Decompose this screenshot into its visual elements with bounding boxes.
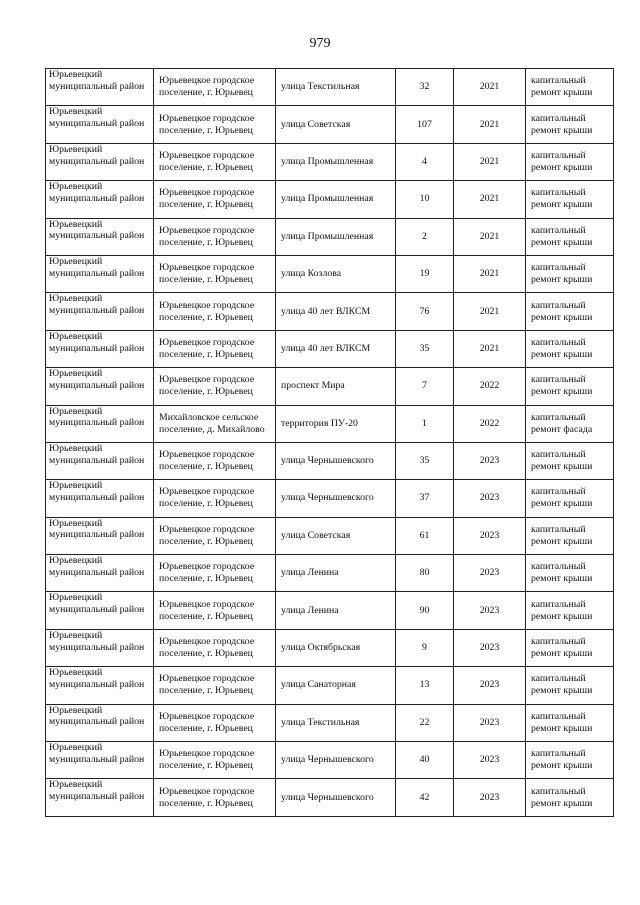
settlement-cell: Юрьевецкое городское поселение, г. Юрьевец [154, 368, 276, 405]
table-row [46, 592, 614, 629]
table-row [46, 368, 614, 405]
street-cell: улица Чернышевского [276, 480, 396, 517]
work-type-cell: капитальный ремонт крыши [526, 629, 614, 666]
work-type-cell: капитальный ремонт крыши [526, 742, 614, 779]
street-cell: улица Чернышевского [276, 742, 396, 779]
street-cell: улица Промышленная [276, 143, 396, 180]
year-cell: 2023 [454, 704, 526, 741]
work-type-cell: капитальный ремонт крыши [526, 368, 614, 405]
street-cell: улица Текстильная [276, 69, 396, 106]
house-number-cell: 22 [396, 704, 454, 741]
settlement-cell: Юрьевецкое городское поселение, г. Юрьевец [154, 629, 276, 666]
house-number-cell: 76 [396, 293, 454, 330]
table-body [46, 69, 614, 817]
settlement-cell: Юрьевецкое городское поселение, г. Юрьевец [154, 181, 276, 218]
settlement-cell: Юрьевецкое городское поселение, г. Юрьевец [154, 293, 276, 330]
house-number-cell: 35 [396, 330, 454, 367]
table-row [46, 742, 614, 779]
work-type-cell: капитальный ремонт крыши [526, 555, 614, 592]
year-cell: 2021 [454, 330, 526, 367]
district-cell: Юрьевецкий муниципальный район [46, 779, 154, 816]
house-number-cell: 61 [396, 517, 454, 554]
house-number-cell: 7 [396, 368, 454, 405]
year-cell: 2021 [454, 106, 526, 143]
settlement-cell: Юрьевецкое городское поселение, г. Юрьевец [154, 517, 276, 554]
house-number-cell: 1 [396, 405, 454, 442]
district-cell: Юрьевецкий муниципальный район [46, 368, 154, 405]
house-number-cell: 19 [396, 255, 454, 292]
year-cell: 2023 [454, 667, 526, 704]
work-type-cell: капитальный ремонт крыши [526, 442, 614, 479]
work-type-cell: капитальный ремонт крыши [526, 255, 614, 292]
district-cell: Юрьевецкий муниципальный район [46, 442, 154, 479]
district-cell: Юрьевецкий муниципальный район [46, 555, 154, 592]
settlement-cell: Юрьевецкое городское поселение, г. Юрьевец [154, 667, 276, 704]
district-cell: Юрьевецкий муниципальный район [46, 69, 154, 106]
work-type-cell: капитальный ремонт крыши [526, 181, 614, 218]
district-cell: Юрьевецкий муниципальный район [46, 480, 154, 517]
settlement-cell: Юрьевецкое городское поселение, г. Юрьевец [154, 592, 276, 629]
work-type-cell: капитальный ремонт крыши [526, 667, 614, 704]
table-row [46, 779, 614, 816]
work-type-cell: капитальный ремонт крыши [526, 69, 614, 106]
street-cell: проспект Мира [276, 368, 396, 405]
year-cell: 2023 [454, 555, 526, 592]
district-cell: Юрьевецкий муниципальный район [46, 293, 154, 330]
table-row [46, 181, 614, 218]
house-number-cell: 4 [396, 143, 454, 180]
settlement-cell: Юрьевецкое городское поселение, г. Юрьевец [154, 704, 276, 741]
street-cell: улица Чернышевского [276, 779, 396, 816]
district-cell: Юрьевецкий муниципальный район [46, 218, 154, 255]
street-cell: улица Чернышевского [276, 442, 396, 479]
district-cell: Юрьевецкий муниципальный район [46, 629, 154, 666]
table-row [46, 293, 614, 330]
work-type-cell: капитальный ремонт крыши [526, 704, 614, 741]
table-row [46, 667, 614, 704]
street-cell: улица Советская [276, 106, 396, 143]
table-row [46, 480, 614, 517]
house-number-cell: 10 [396, 181, 454, 218]
year-cell: 2023 [454, 442, 526, 479]
year-cell: 2022 [454, 368, 526, 405]
settlement-cell: Михайловское сельское поселение, д. Михайлово [154, 405, 276, 442]
district-cell: Юрьевецкий муниципальный район [46, 592, 154, 629]
work-type-cell: капитальный ремонт крыши [526, 592, 614, 629]
year-cell: 2023 [454, 742, 526, 779]
work-type-cell: капитальный ремонт крыши [526, 480, 614, 517]
table-row [46, 555, 614, 592]
house-number-cell: 42 [396, 779, 454, 816]
house-number-cell: 35 [396, 442, 454, 479]
work-type-cell: капитальный ремонт крыши [526, 143, 614, 180]
table-row [46, 69, 614, 106]
year-cell: 2021 [454, 181, 526, 218]
district-cell: Юрьевецкий муниципальный район [46, 330, 154, 367]
work-type-cell: капитальный ремонт крыши [526, 517, 614, 554]
district-cell: Юрьевецкий муниципальный район [46, 106, 154, 143]
district-cell: Юрьевецкий муниципальный район [46, 143, 154, 180]
house-number-cell: 37 [396, 480, 454, 517]
year-cell: 2022 [454, 405, 526, 442]
table-row [46, 218, 614, 255]
settlement-cell: Юрьевецкое городское поселение, г. Юрьевец [154, 779, 276, 816]
settlement-cell: Юрьевецкое городское поселение, г. Юрьевец [154, 442, 276, 479]
settlement-cell: Юрьевецкое городское поселение, г. Юрьевец [154, 330, 276, 367]
table-row [46, 517, 614, 554]
year-cell: 2023 [454, 517, 526, 554]
table-row [46, 106, 614, 143]
house-number-cell: 13 [396, 667, 454, 704]
settlement-cell: Юрьевецкое городское поселение, г. Юрьевец [154, 255, 276, 292]
work-type-cell: капитальный ремонт фасада [526, 405, 614, 442]
house-number-cell: 40 [396, 742, 454, 779]
street-cell: улица Советская [276, 517, 396, 554]
repair-registry-table [45, 68, 614, 817]
street-cell: улица Ленина [276, 555, 396, 592]
house-number-cell: 2 [396, 218, 454, 255]
table-row [46, 255, 614, 292]
page-number: 979 [309, 36, 331, 51]
street-cell: улица Санаторная [276, 667, 396, 704]
street-cell: улица Козлова [276, 255, 396, 292]
work-type-cell: капитальный ремонт крыши [526, 293, 614, 330]
street-cell: улица Октябрьская [276, 629, 396, 666]
house-number-cell: 80 [396, 555, 454, 592]
settlement-cell: Юрьевецкое городское поселение, г. Юрьевец [154, 143, 276, 180]
district-cell: Юрьевецкий муниципальный район [46, 181, 154, 218]
table-row [46, 442, 614, 479]
street-cell: улица Промышленная [276, 181, 396, 218]
street-cell: улица 40 лет ВЛКСМ [276, 330, 396, 367]
settlement-cell: Юрьевецкое городское поселение, г. Юрьевец [154, 218, 276, 255]
district-cell: Юрьевецкий муниципальный район [46, 742, 154, 779]
year-cell: 2021 [454, 255, 526, 292]
settlement-cell: Юрьевецкое городское поселение, г. Юрьевец [154, 555, 276, 592]
street-cell: улица 40 лет ВЛКСМ [276, 293, 396, 330]
district-cell: Юрьевецкий муниципальный район [46, 704, 154, 741]
table-row [46, 143, 614, 180]
year-cell: 2021 [454, 69, 526, 106]
settlement-cell: Юрьевецкое городское поселение, г. Юрьевец [154, 106, 276, 143]
year-cell: 2021 [454, 293, 526, 330]
table-row [46, 330, 614, 367]
settlement-cell: Юрьевецкое городское поселение, г. Юрьевец [154, 69, 276, 106]
district-cell: Юрьевецкий муниципальный район [46, 517, 154, 554]
work-type-cell: капитальный ремонт крыши [526, 218, 614, 255]
settlement-cell: Юрьевецкое городское поселение, г. Юрьевец [154, 480, 276, 517]
year-cell: 2023 [454, 480, 526, 517]
street-cell: улица Ленина [276, 592, 396, 629]
year-cell: 2021 [454, 143, 526, 180]
work-type-cell: капитальный ремонт крыши [526, 330, 614, 367]
year-cell: 2023 [454, 779, 526, 816]
settlement-cell: Юрьевецкое городское поселение, г. Юрьевец [154, 742, 276, 779]
street-cell: улица Текстильная [276, 704, 396, 741]
table-row [46, 629, 614, 666]
district-cell: Юрьевецкий муниципальный район [46, 255, 154, 292]
street-cell: улица Промышленная [276, 218, 396, 255]
table-row [46, 704, 614, 741]
district-cell: Юрьевецкий муниципальный район [46, 667, 154, 704]
district-cell: Юрьевецкий муниципальный район [46, 405, 154, 442]
house-number-cell: 32 [396, 69, 454, 106]
year-cell: 2023 [454, 629, 526, 666]
year-cell: 2021 [454, 218, 526, 255]
house-number-cell: 107 [396, 106, 454, 143]
work-type-cell: капитальный ремонт крыши [526, 106, 614, 143]
house-number-cell: 90 [396, 592, 454, 629]
work-type-cell: капитальный ремонт крыши [526, 779, 614, 816]
year-cell: 2023 [454, 592, 526, 629]
house-number-cell: 9 [396, 629, 454, 666]
table-row [46, 405, 614, 442]
street-cell: территория ПУ-20 [276, 405, 396, 442]
